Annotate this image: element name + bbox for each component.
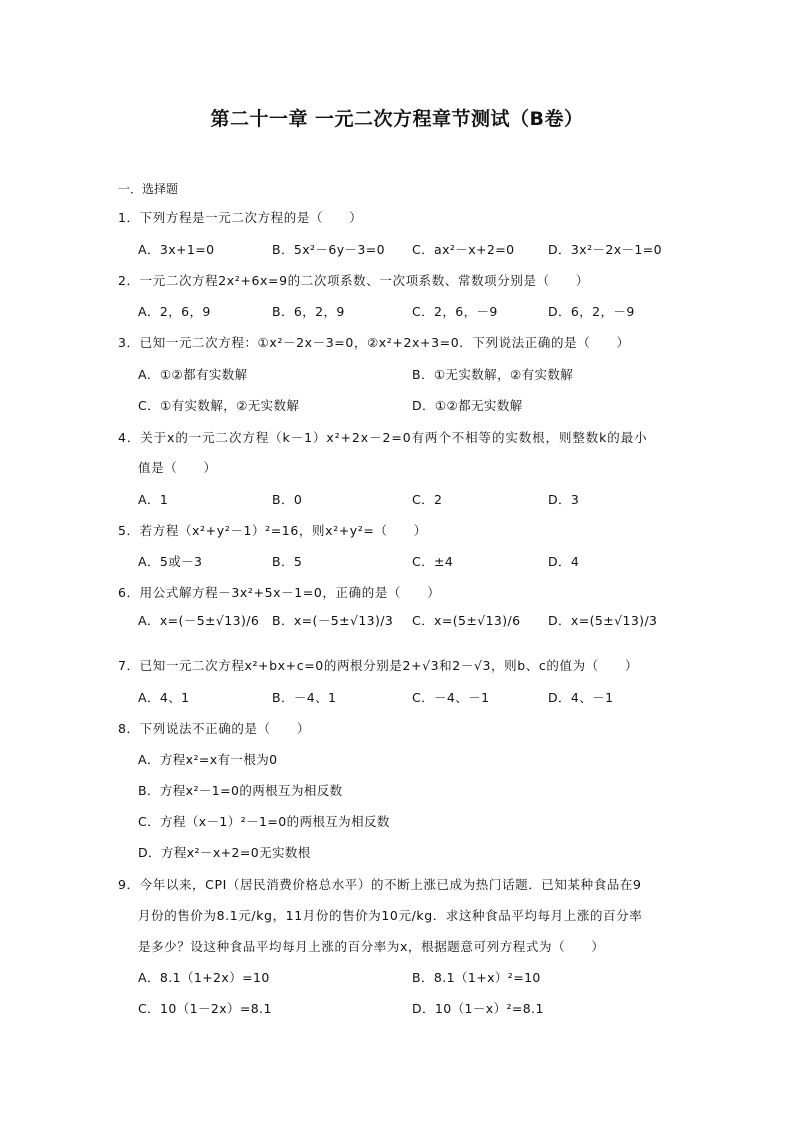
question-2-option-a: A．2，6，9 [138,304,211,319]
question-6-option-c: C．x=(5±√13)/6 [412,613,521,628]
question-5-option-d: D．4 [548,554,580,569]
question-5-option-b: B．5 [272,554,303,569]
document-title: 第二十一章 一元二次方程章节测试（B卷） [210,108,584,130]
question-3-option-d: D．①②都无实数解 [412,398,523,413]
question-3-option-b: B．①无实数解，②有实数解 [412,367,574,382]
question-2-option-d: D．6，2，－9 [548,304,635,319]
question-4-stem-line2: 值是（ ） [138,460,217,475]
question-6-stem: 6．用公式解方程－3x²+5x－1=0，正确的是（ ） [118,585,441,600]
question-9-stem-line1: 9．今年以来，CPI（居民消费价格总水平）的不断上涨已成为热门话题．已知某种食品在9 [118,877,642,892]
question-8-option-d: D．方程x²－x+2=0无实数根 [138,845,311,860]
question-7-stem: 7．已知一元二次方程x²+bx+c=0的两根分别是2+√3和2－√3，则b、c的值为（ ） [118,658,639,673]
question-3-option-a: A．①②都有实数解 [138,367,248,382]
question-9-stem-line3: 是多少？设这种食品平均每月上涨的百分率为x，根据题意可列方程式为（ ） [138,939,605,954]
question-4-option-c: C．2 [412,492,443,507]
question-4-option-d: D．3 [548,492,580,507]
question-2-stem: 2．一元二次方程2x²+6x=9的二次项系数、一次项系数、常数项分别是（ ） [118,273,589,288]
question-9-option-b: B．8.1（1+x）²=10 [412,970,541,985]
question-8-stem: 8．下列说法不正确的是（ ） [118,721,310,736]
question-7-option-b: B．－4、1 [272,690,337,705]
question-4-stem-line1: 4．关于x的一元二次方程（k－1）x²+2x－2=0有两个不相等的实数根，则整数k的最小 [118,430,648,445]
question-1-stem: 1．下列方程是一元二次方程的是（ ） [118,210,363,225]
question-3-stem: 3．已知一元二次方程：①x²－2x－3=0，②x²+2x+3=0．下列说法正确的是（ ） [118,335,630,350]
question-2-option-b: B．6，2，9 [272,304,345,319]
question-6-option-b: B．x=(－5±√13)/3 [272,613,394,628]
question-3-option-c: C．①有实数解，②无实数解 [138,398,300,413]
question-1-option-d: D．3x²－2x－1=0 [548,242,663,257]
question-5-option-c: C．±4 [412,554,454,569]
section-heading: 一．选择题 [118,182,179,196]
question-8-option-b: B．方程x²－1=0的两根互为相反数 [138,783,343,798]
question-8-option-a: A．方程x²=x有一根为0 [138,752,278,767]
question-9-stem-line2: 月份的售价为8.1元/kg，11月份的售价为10元/kg．求这种食品平均每月上涨的百分率 [138,908,643,923]
question-5-stem: 5．若方程（x²+y²－1）²=16，则x²+y²=（ ） [118,523,427,538]
question-1-option-c: C．ax²－x+2=0 [412,242,515,257]
question-1-option-b: B．5x²－6y－3=0 [272,242,385,257]
question-5-option-a: A．5或－3 [138,554,203,569]
question-9-option-a: A．8.1（1+2x）=10 [138,970,270,985]
question-9-option-d: D．10（1－x）²=8.1 [412,1001,544,1016]
question-2-option-c: C．2，6，－9 [412,304,498,319]
question-6-option-a: A．x=(－5±√13)/6 [138,613,260,628]
question-4-option-a: A．1 [138,492,169,507]
question-1-option-a: A．3x+1=0 [138,242,215,257]
question-7-option-a: A．4、1 [138,690,190,705]
question-7-option-c: C．－4、－1 [412,690,490,705]
question-6-option-d: D．x=(5±√13)/3 [548,613,658,628]
question-7-option-d: D．4、－1 [548,690,614,705]
question-4-option-b: B．0 [272,492,303,507]
question-9-option-c: C．10（1－2x）=8.1 [138,1001,272,1016]
question-8-option-c: C．方程（x－1）²－1=0的两根互为相反数 [138,814,390,829]
